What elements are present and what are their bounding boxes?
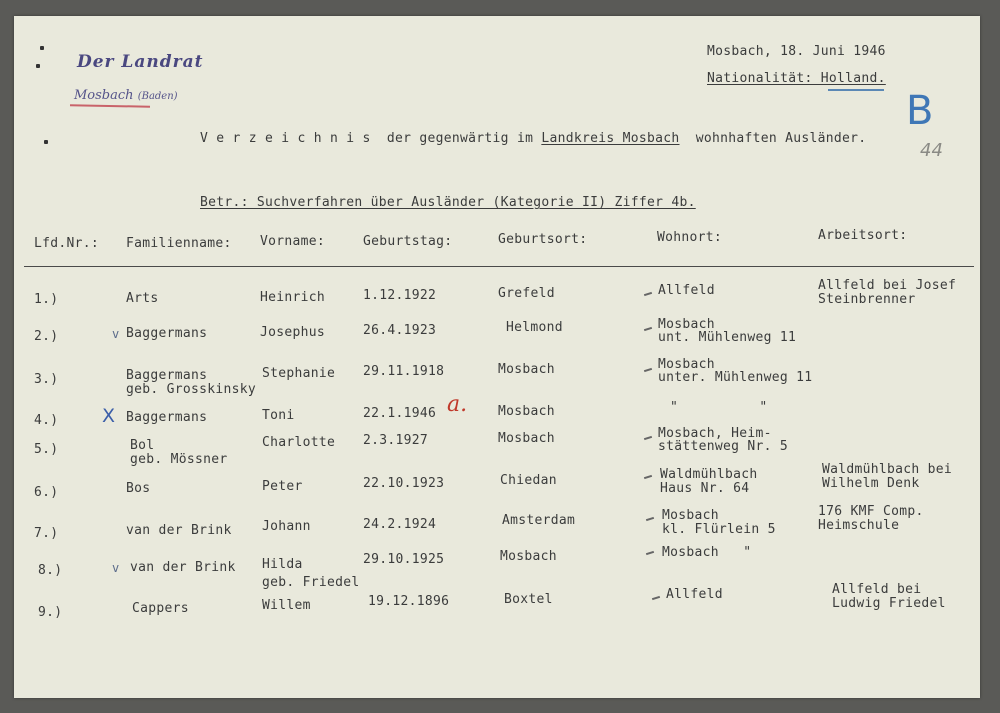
handwritten-mark-a: a. bbox=[447, 392, 468, 417]
workplace: Wilhelm Denk bbox=[822, 476, 920, 491]
residence: Mosbach, Heim- bbox=[658, 426, 772, 441]
birth-place: Amsterdam bbox=[502, 513, 576, 528]
residence: Mosbach bbox=[662, 508, 719, 523]
row-number: 8.) bbox=[38, 563, 63, 578]
column-header: Geburtsort: bbox=[498, 232, 588, 247]
first-name: Stephanie bbox=[262, 366, 336, 381]
check-mark: v bbox=[112, 327, 120, 341]
family-name: Cappers bbox=[132, 601, 189, 616]
punch-mark bbox=[36, 64, 40, 68]
authority-region: (Baden) bbox=[137, 91, 178, 102]
birth-place: Mosbach bbox=[500, 549, 557, 564]
first-name: Willem bbox=[262, 598, 311, 613]
residence: Mosbach " bbox=[662, 545, 752, 560]
residence: Mosbach bbox=[658, 357, 715, 372]
birth-date: 29.11.1918 bbox=[363, 364, 445, 379]
birth-place: Mosbach bbox=[498, 362, 555, 377]
family-name: geb. Grosskinsky bbox=[126, 382, 257, 397]
birth-place: Boxtel bbox=[504, 592, 553, 607]
column-header: Familienname: bbox=[126, 236, 232, 251]
blue-underline bbox=[828, 89, 884, 91]
first-name: Johann bbox=[262, 519, 311, 534]
residence: kl. Flürlein 5 bbox=[662, 522, 776, 537]
residence: Waldmühlbach bbox=[660, 467, 758, 482]
document-title bbox=[200, 131, 866, 146]
birth-date: 24.2.1924 bbox=[363, 517, 437, 532]
birth-place: Grefeld bbox=[498, 286, 555, 301]
row-number: 7.) bbox=[34, 526, 59, 541]
title-suffix: wohnhaften Ausländer. bbox=[695, 131, 867, 146]
authority-stamp: Der Landrat bbox=[77, 52, 204, 72]
birth-date: 29.10.1925 bbox=[363, 552, 445, 567]
family-name: Baggermans bbox=[126, 326, 208, 341]
row-number: 5.) bbox=[34, 442, 59, 457]
title-district: Landkreis Mosbach bbox=[541, 131, 680, 146]
residence: unter. Mühlenweg 11 bbox=[658, 370, 813, 385]
row-number: 4.) bbox=[34, 413, 59, 428]
column-header: Vorname: bbox=[260, 234, 326, 249]
first-name: Hilda bbox=[262, 557, 303, 572]
punch-mark bbox=[40, 46, 44, 50]
residence: unt. Mühlenweg 11 bbox=[658, 330, 797, 345]
column-header: Lfd.Nr.: bbox=[34, 236, 100, 251]
row-number: 6.) bbox=[34, 485, 59, 500]
first-name: Heinrich bbox=[260, 290, 326, 305]
workplace: Allfeld bei Josef bbox=[818, 278, 957, 293]
family-name: geb. Mössner bbox=[130, 452, 228, 467]
handwritten-number: 44 bbox=[920, 140, 943, 161]
row-number: 9.) bbox=[38, 605, 63, 620]
birth-place: Chiedan bbox=[500, 473, 557, 488]
row-number: 3.) bbox=[34, 372, 59, 387]
birth-date: 26.4.1923 bbox=[363, 323, 437, 338]
first-name: geb. Friedel bbox=[262, 575, 360, 590]
birth-place: Mosbach bbox=[498, 404, 555, 419]
family-name: Arts bbox=[126, 291, 159, 306]
row-number: 2.) bbox=[34, 329, 59, 344]
family-name: Bol bbox=[130, 438, 155, 453]
nationality: Nationalität: Holland. bbox=[707, 71, 886, 86]
authority-place-stamp bbox=[74, 88, 178, 103]
birth-date: 19.12.1896 bbox=[368, 594, 450, 609]
birth-date: 22.10.1923 bbox=[363, 476, 445, 491]
title-prefix: V e r z e i c h n i s der gegenwärtig im bbox=[200, 131, 534, 146]
workplace: Allfeld bei bbox=[832, 582, 922, 597]
family-name: Bos bbox=[126, 481, 151, 496]
place-date: Mosbach, 18. Juni 1946 bbox=[707, 44, 886, 59]
header-rule bbox=[24, 266, 974, 267]
workplace: Steinbrenner bbox=[818, 292, 916, 307]
column-header: Arbeitsort: bbox=[818, 228, 908, 243]
workplace: 176 KMF Comp. bbox=[818, 504, 924, 519]
residence: stättenweg Nr. 5 bbox=[658, 439, 789, 454]
check-mark: v bbox=[112, 561, 120, 575]
workplace: Ludwig Friedel bbox=[832, 596, 946, 611]
residence: " " bbox=[670, 400, 768, 415]
row-number: 1.) bbox=[34, 292, 59, 307]
family-name: Baggermans bbox=[126, 368, 208, 383]
residence: Allfeld bbox=[658, 283, 715, 298]
residence: Allfeld bbox=[666, 587, 723, 602]
first-name: Josephus bbox=[260, 325, 326, 340]
birth-date: 1.12.1922 bbox=[363, 288, 437, 303]
workplace: Heimschule bbox=[818, 518, 900, 533]
column-header: Geburtstag: bbox=[363, 234, 453, 249]
handwritten-x: X bbox=[102, 405, 116, 427]
first-name: Charlotte bbox=[262, 435, 336, 450]
birth-date: 2.3.1927 bbox=[363, 433, 429, 448]
workplace: Waldmühlbach bei bbox=[822, 462, 953, 477]
punch-mark bbox=[44, 140, 48, 144]
family-name: van der Brink bbox=[126, 523, 232, 538]
birth-date: 22.1.1946 bbox=[363, 406, 437, 421]
handwritten-letter-b: B bbox=[906, 88, 934, 134]
first-name: Toni bbox=[262, 408, 295, 423]
authority-place: Mosbach bbox=[74, 88, 134, 103]
residence: Haus Nr. 64 bbox=[660, 481, 750, 496]
first-name: Peter bbox=[262, 479, 303, 494]
birth-place: Helmond bbox=[506, 320, 563, 335]
column-header: Wohnort: bbox=[657, 230, 723, 245]
residence: Mosbach bbox=[658, 317, 715, 332]
birth-place: Mosbach bbox=[498, 431, 555, 446]
family-name: van der Brink bbox=[130, 560, 236, 575]
family-name: Baggermans bbox=[126, 410, 208, 425]
subject-line: Betr.: Suchverfahren über Ausländer (Kategorie II) Ziffer 4b. bbox=[200, 195, 696, 210]
